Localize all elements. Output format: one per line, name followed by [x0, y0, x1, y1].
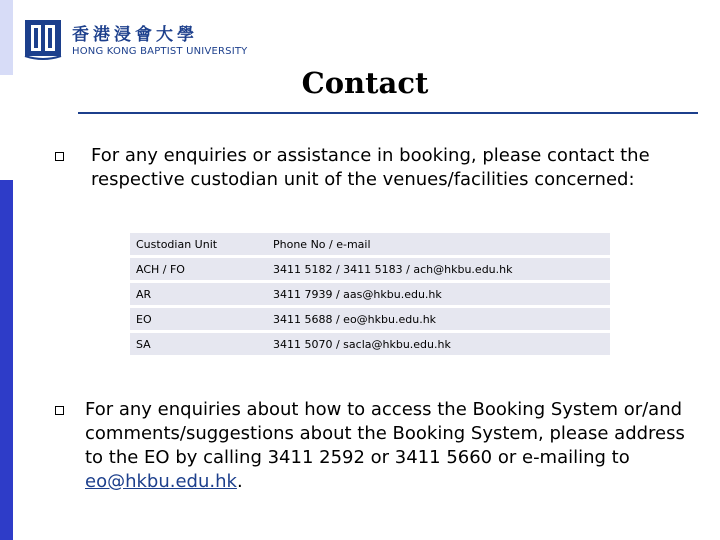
table-cell-unit: ACH / FO	[130, 258, 267, 280]
table-header-cell: Phone No / e-mail	[267, 233, 610, 255]
table-cell-unit: AR	[130, 283, 267, 305]
eo-email-link[interactable]: eo@hkbu.edu.hk	[85, 471, 237, 492]
table-cell-unit: SA	[130, 333, 267, 355]
paragraph-text: For any enquiries about how to access the Booking System or/and comments/suggestions about the Booking System, please address to the EO by calling 3411 2592 or 3411 5660 or e-mailing to	[85, 399, 685, 468]
bullet-square-icon	[55, 406, 64, 415]
hkbu-crest-icon	[24, 16, 66, 62]
table-header-cell: Custodian Unit	[130, 233, 267, 255]
bullet-paragraph-1: For any enquiries or assistance in booking, please contact the respective custodian unit of the venues/facilities concerned:	[91, 145, 650, 190]
table-row	[130, 258, 610, 280]
university-logo	[24, 16, 248, 66]
custodian-contact-table	[130, 230, 610, 358]
sidebar-segment	[0, 0, 13, 75]
bullet-paragraph-2	[85, 398, 685, 494]
bullet-square-icon	[55, 152, 64, 161]
title-divider	[78, 112, 698, 114]
table-header-row	[130, 233, 610, 255]
table-cell-contact: 3411 7939 / aas@hkbu.edu.hk	[267, 283, 610, 305]
logo-english-name: HONG KONG BAPTIST UNIVERSITY	[72, 46, 248, 57]
table-row	[130, 308, 610, 330]
paragraph-punctuation: .	[236, 471, 243, 492]
table-row	[130, 283, 610, 305]
sidebar-segment	[0, 75, 13, 180]
page-title: Contact	[301, 66, 429, 100]
table-cell-contact: 3411 5182 / 3411 5183 / ach@hkbu.edu.hk	[267, 258, 610, 280]
table-cell-unit: EO	[130, 308, 267, 330]
sidebar-stripe	[0, 0, 13, 540]
logo-chinese-name: 香港浸會大學	[72, 25, 198, 45]
table-cell-contact: 3411 5070 / sacla@hkbu.edu.hk	[267, 333, 610, 355]
sidebar-segment	[0, 180, 13, 540]
table-cell-contact: 3411 5688 / eo@hkbu.edu.hk	[267, 308, 610, 330]
table-row	[130, 333, 610, 355]
